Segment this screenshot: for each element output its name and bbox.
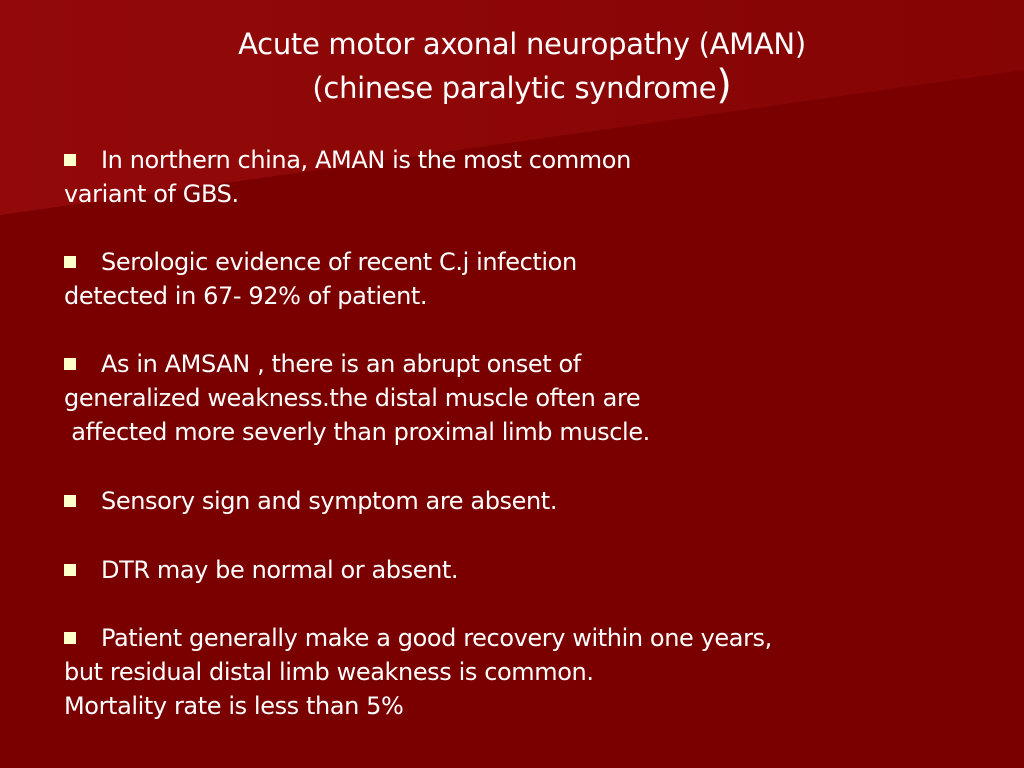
bullet-marker-4: [64, 495, 76, 507]
bullet-6-continuation-2: Mortality rate is less than 5%: [64, 692, 404, 720]
bullet-1-text: In northern china, AMAN is the most common: [101, 146, 631, 174]
bullet-2-text: Serologic evidence of recent C.j infection: [101, 248, 577, 276]
bullet-3-text: As in AMSAN , there is an abrupt onset of: [101, 350, 581, 378]
bullet-4-text: Sensory sign and symptom are absent.: [101, 487, 558, 515]
bullet-marker-1: [64, 154, 76, 166]
bullet-5-text: DTR may be normal or absent.: [101, 556, 459, 584]
bullet-marker-2: [64, 256, 76, 268]
bullet-3-continuation-1: generalized weakness.the distal muscle often are: [64, 384, 641, 412]
slide-title: [0, 22, 1024, 110]
bullet-marker-6: [64, 632, 76, 644]
bullet-6-text: Patient generally make a good recovery within one years,: [101, 624, 772, 652]
bullet-marker-5: [64, 564, 76, 576]
bullet-marker-3: [64, 358, 76, 370]
title-line-1: Acute motor axonal neuropathy (AMAN): [238, 27, 806, 61]
bullet-2-continuation-1: detected in 67- 92% of patient.: [64, 282, 428, 310]
title-line-2: (chinese paralytic syndrome: [312, 71, 717, 105]
title-close-paren: ): [716, 62, 732, 108]
bullet-6-continuation-1: but residual distal limb weakness is common.: [64, 658, 594, 686]
bullet-3-continuation-2: affected more severly than proximal limb muscle.: [64, 418, 650, 446]
bullet-1-continuation-1: variant of GBS.: [64, 180, 239, 208]
